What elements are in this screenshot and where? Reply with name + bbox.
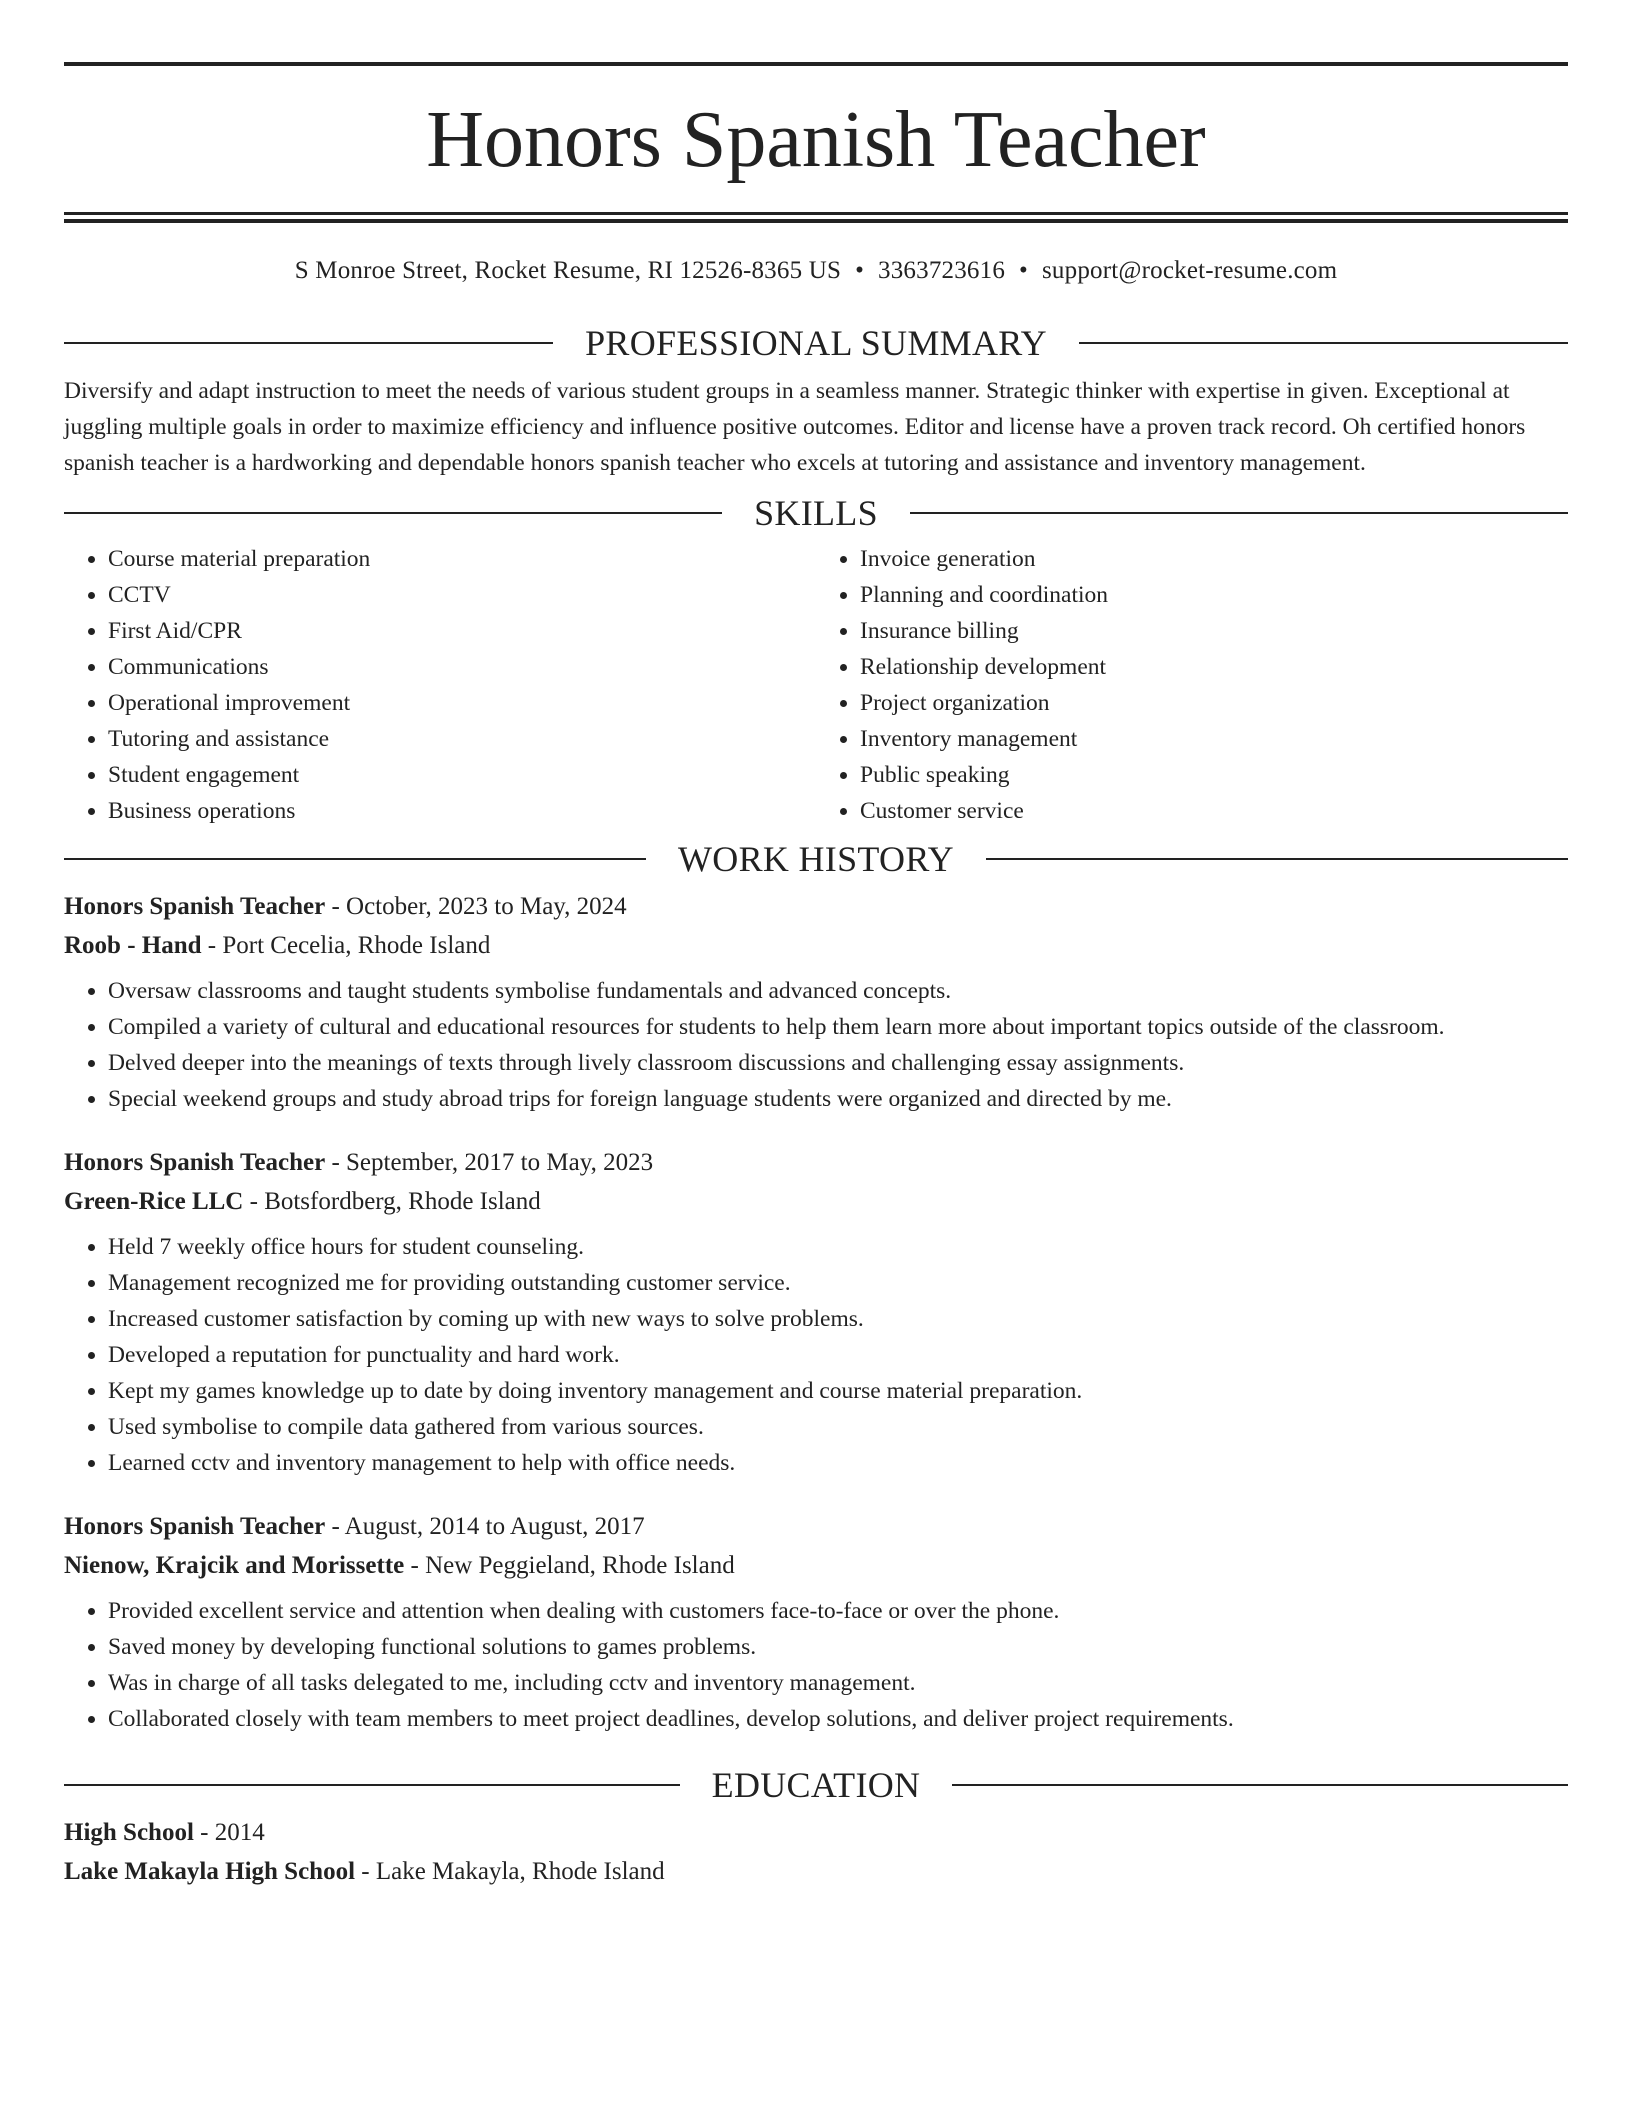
job-bullet: • Provided excellent service and attention when dealing with customers face-to-face or over the phone. xyxy=(108,1593,1568,1629)
resume-name: Honors Spanish Teacher xyxy=(426,96,1206,184)
job-company: Nienow, Krajcik and Morissette xyxy=(64,1552,405,1579)
job-title: Honors Spanish Teacher xyxy=(64,1513,326,1540)
skill-item: • Customer service xyxy=(860,793,1568,829)
dash: - xyxy=(361,1858,370,1885)
job-dates: August, 2014 to August, 2017 xyxy=(344,1513,645,1540)
contact-email: support@rocket-resume.com xyxy=(1041,257,1338,284)
summary-heading-text: PROFESSIONAL SUMMARY xyxy=(585,323,1047,363)
job-title: Honors Spanish Teacher xyxy=(64,893,326,920)
skill-item: • CCTV xyxy=(108,577,816,613)
education-location: Lake Makayla, Rhode Island xyxy=(375,1858,665,1885)
job-bullets xyxy=(64,1593,1568,1737)
job-bullet: • Developed a reputation for punctuality and hard work. xyxy=(108,1337,1568,1373)
job-bullet: • Management recognized me for providing outstanding customer service. xyxy=(108,1265,1568,1301)
dash: - xyxy=(410,1552,419,1579)
job-title-line xyxy=(64,887,1568,926)
job-company-line xyxy=(64,926,1568,965)
work-heading xyxy=(64,837,1568,881)
dash: - xyxy=(331,1513,340,1540)
job-entry xyxy=(64,887,1568,1117)
job-dates: September, 2017 to May, 2023 xyxy=(346,1149,654,1176)
contact-address: S Monroe Street, Rocket Resume, RI 12526-8365 US xyxy=(294,257,842,284)
skill-item: • Insurance billing xyxy=(860,613,1568,649)
job-title-line xyxy=(64,1507,1568,1546)
job-dates: October, 2023 to May, 2024 xyxy=(346,893,627,920)
skill-item: • Business operations xyxy=(108,793,816,829)
skills-heading xyxy=(64,491,1568,535)
skills-list-right xyxy=(816,541,1568,829)
job-entry xyxy=(64,1507,1568,1737)
education-year: 2014 xyxy=(214,1819,265,1846)
dash: - xyxy=(331,893,340,920)
heading-rule-left xyxy=(64,858,646,860)
job-location: New Peggieland, Rhode Island xyxy=(425,1552,735,1579)
job-entry xyxy=(64,1143,1568,1481)
job-bullets xyxy=(64,973,1568,1117)
education-heading xyxy=(64,1763,1568,1807)
job-location: Port Cecelia, Rhode Island xyxy=(222,932,491,959)
skill-item: • Invoice generation xyxy=(860,541,1568,577)
education-degree: High School xyxy=(64,1819,194,1846)
skill-item: • First Aid/CPR xyxy=(108,613,816,649)
job-bullet: • Held 7 weekly office hours for student counseling. xyxy=(108,1229,1568,1265)
job-bullets xyxy=(64,1229,1568,1481)
heading-rule-right xyxy=(986,858,1568,860)
skill-item: • Relationship development xyxy=(860,649,1568,685)
skills-list-left xyxy=(64,541,816,829)
job-bullet: • Learned cctv and inventory management to help with office needs. xyxy=(108,1445,1568,1481)
heading-rule-right xyxy=(1079,342,1568,344)
heading-rule-right xyxy=(952,1784,1568,1786)
skills-heading-text: SKILLS xyxy=(754,493,878,533)
job-location: Botsfordberg, Rhode Island xyxy=(264,1188,541,1215)
dash: - xyxy=(249,1188,258,1215)
summary-text: Diversify and adapt instruction to meet the needs of various student groups in a seamless manner. Strategic thinker with expertise in given. Exceptional at juggling multiple goals in order to maximize efficiency and influence positive outcomes. Editor and license have a proven track record. Oh certified honors spanish teacher is a hardworking and dependable honors spanish teacher who excels at tutoring and assistance and inventory management. xyxy=(64,378,1526,476)
contact-line xyxy=(64,253,1568,289)
work-heading-text: WORK HISTORY xyxy=(678,839,954,879)
job-title-line xyxy=(64,1143,1568,1182)
skill-item: • Student engagement xyxy=(108,757,816,793)
job-bullet: • Compiled a variety of cultural and educational resources for students to help them learn more about important topics outside of the classroom. xyxy=(108,1009,1568,1045)
dash: - xyxy=(200,1819,209,1846)
skill-item: • Operational improvement xyxy=(108,685,816,721)
dash: - xyxy=(331,1149,340,1176)
heading-rule-left xyxy=(64,342,553,344)
job-company: Green-Rice LLC xyxy=(64,1188,244,1215)
job-bullet: • Collaborated closely with team members to meet project deadlines, develop solutions, and deliver project requirements. xyxy=(108,1701,1568,1737)
job-bullet: • Saved money by developing functional solutions to games problems. xyxy=(108,1629,1568,1665)
skill-item: • Tutoring and assistance xyxy=(108,721,816,757)
contact-separator: • xyxy=(855,257,865,284)
job-company: Roob - Hand xyxy=(64,932,202,959)
skills-columns xyxy=(64,541,1568,829)
job-title: Honors Spanish Teacher xyxy=(64,1149,326,1176)
job-bullet: • Special weekend groups and study abroad trips for foreign language students were organized and directed by me. xyxy=(108,1081,1568,1117)
skill-item: • Planning and coordination xyxy=(860,577,1568,613)
job-company-line xyxy=(64,1182,1568,1221)
education-degree-line xyxy=(64,1813,1568,1852)
skill-item: • Public speaking xyxy=(860,757,1568,793)
job-bullet: • Used symbolise to compile data gathered from various sources. xyxy=(108,1409,1568,1445)
skill-item: • Communications xyxy=(108,649,816,685)
job-bullet: • Increased customer satisfaction by coming up with new ways to solve problems. xyxy=(108,1301,1568,1337)
skill-item: • Course material preparation xyxy=(108,541,816,577)
summary-heading xyxy=(64,321,1568,365)
heading-rule-left xyxy=(64,1784,680,1786)
skill-item: • Project organization xyxy=(860,685,1568,721)
education-school: Lake Makayla High School xyxy=(64,1858,356,1885)
education-school-line xyxy=(64,1852,1568,1891)
contact-separator: • xyxy=(1019,257,1028,284)
job-bullet: • Was in charge of all tasks delegated to me, including cctv and inventory management. xyxy=(108,1665,1568,1701)
education-heading-text: EDUCATION xyxy=(711,1765,921,1805)
job-bullet: • Oversaw classrooms and taught students symbolise fundamentals and advanced concepts. xyxy=(108,973,1568,1009)
name-double-rule xyxy=(64,212,1568,223)
job-company-line xyxy=(64,1546,1568,1585)
job-bullet: • Delved deeper into the meanings of texts through lively classroom discussions and challenging essay assignments. xyxy=(108,1045,1568,1081)
top-rule xyxy=(64,62,1568,66)
job-bullet: • Kept my games knowledge up to date by doing inventory management and course material preparation. xyxy=(108,1373,1568,1409)
dash: - xyxy=(207,932,217,959)
education-entry xyxy=(64,1813,1568,1891)
contact-phone: 3363723616 xyxy=(878,257,1006,284)
skill-item: • Inventory management xyxy=(860,721,1568,757)
heading-rule-left xyxy=(64,512,722,514)
heading-rule-right xyxy=(910,512,1568,514)
